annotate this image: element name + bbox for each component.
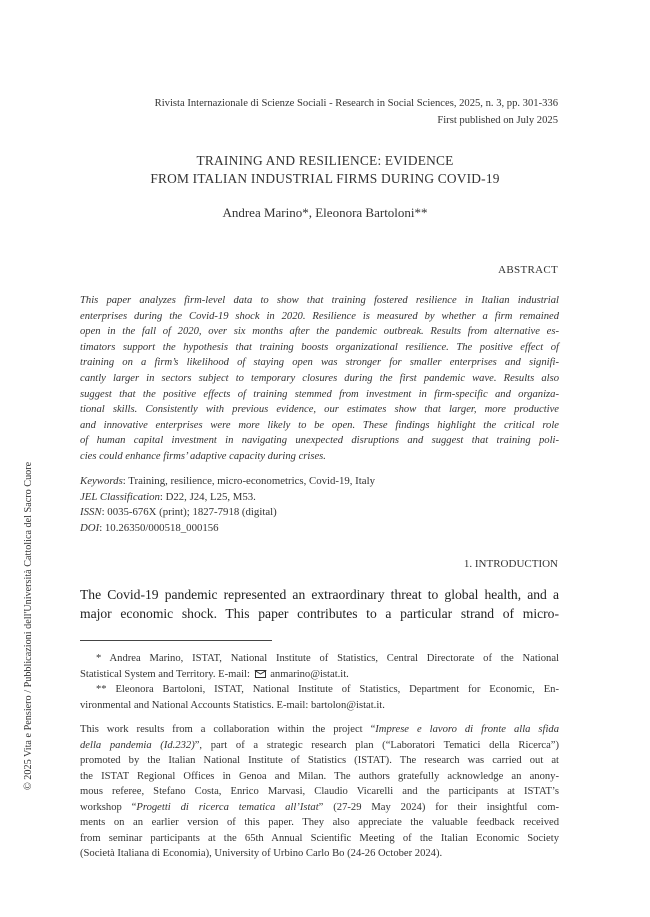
ack-line — [80, 722, 559, 738]
footnote-1-line-2 — [80, 667, 559, 683]
issn — [80, 505, 277, 521]
ack-text: ”, part of a strategic research plan (“Laboratori Tematici della Ricerca”) — [194, 739, 559, 751]
abstract-heading: ABSTRACT — [498, 264, 558, 276]
footnote-rule — [80, 640, 272, 641]
ack-text: workshop “ — [80, 801, 137, 813]
doi-value[interactable]: : 10.26350/000518_000156 — [99, 521, 219, 534]
doi-label: DOI — [80, 521, 100, 534]
abstract-line: timators support the hypothesis that training boosts organizational resilience. The positive effect of — [80, 341, 559, 353]
footnote-2-line-1: ** Eleonora Bartoloni, ISTAT, National Institute of Statistics, Department for Economic, En- — [96, 684, 559, 695]
issn-value: : 0035-676X (print); 1827-7918 (digital) — [101, 506, 277, 519]
email-link-marino[interactable]: anmarino@istat.it. — [270, 668, 349, 680]
intro-line-1: The Covid-19 pandemic represented an extraordinary threat to global health, and a — [80, 587, 559, 602]
abstract-line: tional skills. Consistently with previous evidence, our estimates show that larger, more productive — [80, 404, 559, 416]
doi[interactable] — [80, 521, 219, 537]
issn-label: ISSN — [80, 506, 102, 519]
abstract-line: suggest that the positive effects of training stemmed from investment in firm-specific and organiza- — [80, 388, 559, 400]
abstract-line: cies could enhance firms’ adaptive capacity during crises. — [80, 451, 326, 462]
footnote-1-text: Statistical System and Territory. E-mail: — [80, 668, 250, 680]
footnote-2-line-2: vironmental and National Accounts Statistics. E-mail: bartolon@istat.it. — [80, 699, 385, 711]
keywords-value: : Training, resilience, micro-econometrics, Covid-19, Italy — [122, 475, 375, 487]
authors: Andrea Marino*, Eleonora Bartoloni** — [222, 205, 428, 220]
keywords — [80, 474, 375, 490]
ack-line: ments on an earlier version of this paper. They also appreciate the valuable feedback received — [80, 817, 559, 828]
abstract-line: This paper analyzes firm-level data to show that training fostered resilience in Italian industrial — [80, 295, 559, 306]
section-heading-introduction: 1. INTRODUCTION — [463, 558, 558, 570]
jel-value: : D22, J24, L25, M53. — [159, 490, 256, 503]
abstract-line: enterprises during the Covid-19 shock in 2020. Resilience is measured by whether a firm remained — [80, 310, 559, 322]
ack-text: ” (27-29 May 2024) for their insightful com- — [318, 801, 560, 813]
ack-project-title: della pandemia (Id.232) — [80, 739, 195, 751]
ack-line: mous referee, Stefano Costa, Enrico Marvasi, Claudio Vicarelli and the participants at ISTAT’s — [80, 786, 559, 797]
ack-line: (Società Italiana di Economia), University of Urbino Carlo Bo (24-26 October 2024). — [80, 848, 443, 859]
journal-header: Rivista Internazionale di Scienze Sociali - Research in Social Sciences, 2025, n. 3, pp. 301-336 — [154, 98, 558, 109]
abstract-line: training on a firm’s likelihood of staying open was stronger for smaller enterprises and signifi- — [80, 357, 559, 369]
ack-line: promoted by the Italian National Institute of Statistics (ISTAT). The research was carried out at — [80, 755, 559, 766]
ack-text: This work results from a collaboration within the project “ — [80, 724, 376, 735]
paper-title-line-1: TRAINING AND RESILIENCE: EVIDENCE — [196, 153, 454, 168]
copyright-sidebar: © 2025 Vita e Pensiero / Pubblicazioni dell'Università Cattolica del Sacro Cuore — [23, 461, 34, 790]
abstract-line: and innovative enterprises were more likely to be open. These findings highlight the critical role — [80, 419, 559, 431]
keywords-label: Keywords — [80, 475, 123, 487]
abstract-line: cantly larger in sectors subject to temporary closures during the first pandemic wave. Results also — [80, 373, 559, 384]
ack-project-title: Imprese e lavoro di fronte alla sfida — [375, 724, 560, 735]
envelope-icon — [255, 670, 266, 678]
ack-workshop-title: Progetti di ricerca tematica all’Istat — [136, 801, 319, 813]
abstract-line: open in the fall of 2020, over six months after the pandemic outbreak. Results from alternative es- — [80, 326, 559, 338]
ack-line — [80, 738, 559, 754]
jel-label: JEL Classification — [80, 490, 160, 503]
abstract-line: of human capital investment in navigating unexpected disruptions and suggest that training poli- — [80, 435, 559, 447]
ack-line: from seminar participants at the 65th Annual Scientific Meeting of the Italian Economic Society — [80, 832, 559, 844]
paper-title-line-2: FROM ITALIAN INDUSTRIAL FIRMS DURING COVID-19 — [150, 171, 500, 186]
jel-classification — [80, 490, 256, 506]
footnote-1-line-1: * Andrea Marino, ISTAT, National Institute of Statistics, Central Directorate of the National — [96, 653, 559, 664]
ack-line: the ISTAT Regional Offices in Genoa and Milan. The authors gratefully acknowledge an anony- — [80, 770, 559, 782]
intro-line-2: major economic shock. This paper contributes to a particular strand of micro- — [80, 606, 559, 621]
ack-line — [80, 800, 559, 816]
publication-date: First published on July 2025 — [437, 115, 558, 126]
